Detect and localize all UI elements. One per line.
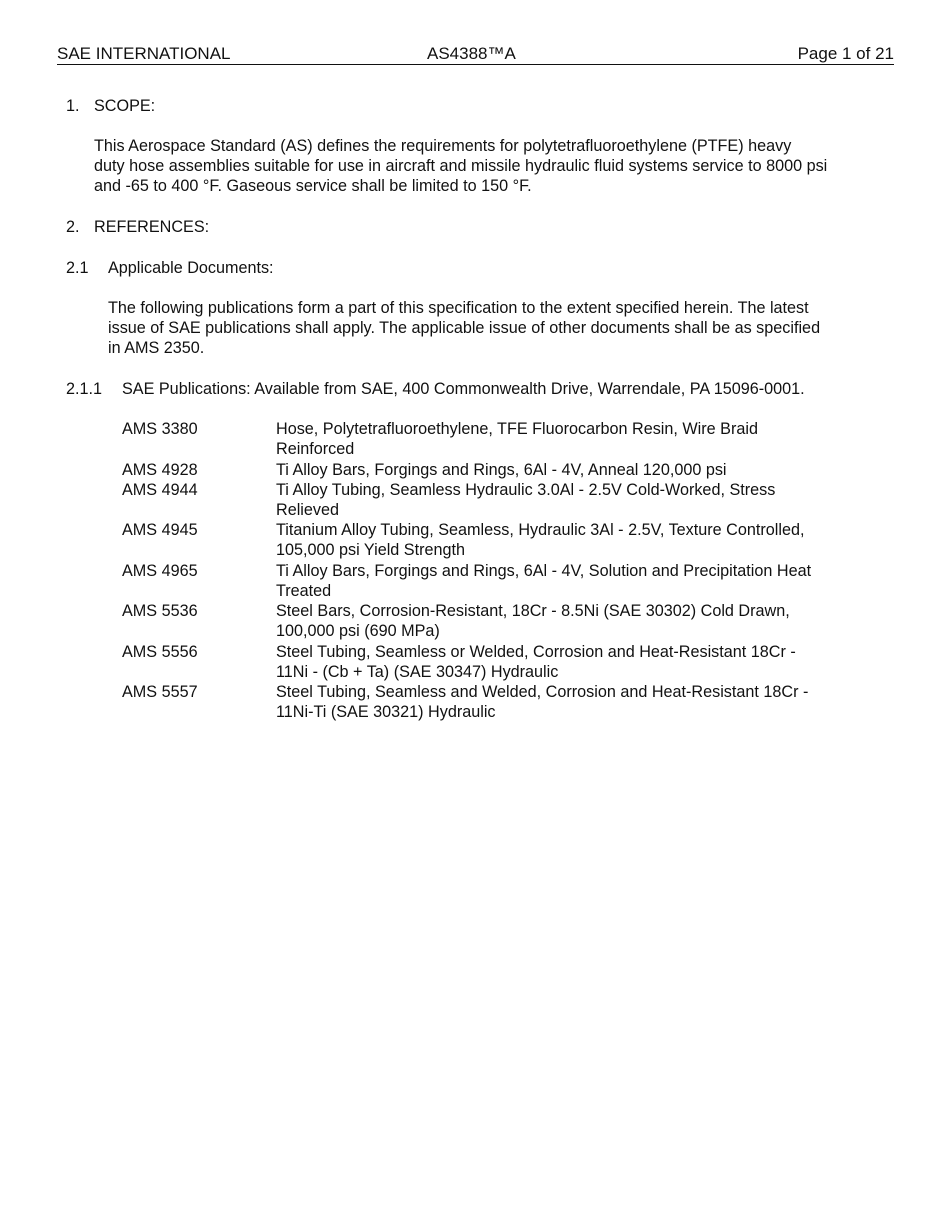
- reference-code: AMS 3380: [122, 420, 198, 438]
- header-organization: SAE INTERNATIONAL: [57, 44, 231, 63]
- reference-description: Hose, Polytetrafluoroethylene, TFE Fluorocarbon Resin, Wire Braid Reinforced: [276, 420, 758, 458]
- reference-description: Steel Tubing, Seamless or Welded, Corrosion and Heat-Resistant 18Cr - 11Ni - (Cb + Ta) (SAE 30347) Hydraulic: [276, 643, 796, 681]
- section-2-1-body: The following publications form a part of this specification to the extent specified herein. The latest issue of SAE publications shall apply. The applicable issue of other documents shall be as specified in AMS 2350.: [108, 299, 821, 357]
- reference-description: Ti Alloy Tubing, Seamless Hydraulic 3.0Al - 2.5V Cold-Worked, Stress Relieved: [276, 481, 776, 519]
- header-page-number: Page 1 of 21: [797, 44, 894, 63]
- header-document-id: AS4388™A: [427, 44, 516, 63]
- section-2-1-title: Applicable Documents:: [108, 259, 274, 277]
- page-header: [57, 44, 894, 65]
- reference-description: Steel Bars, Corrosion-Resistant, 18Cr - 8.5Ni (SAE 30302) Cold Drawn, 100,000 psi (690 MPa): [276, 602, 790, 640]
- section-1-body: This Aerospace Standard (AS) defines the requirements for polytetrafluoroethylene (PTFE) heavy duty hose assemblies suitable for use in aircraft and missile hydraulic fluid systems service to 8000 psi and -65 to 400 °F. Gaseous service shall be limited to 150 °F.: [94, 137, 828, 195]
- reference-description: Ti Alloy Bars, Forgings and Rings, 6Al - 4V, Anneal 120,000 psi: [276, 461, 727, 479]
- section-2-1-1-number: 2.1.1: [66, 380, 103, 398]
- reference-code: AMS 5556: [122, 643, 198, 661]
- reference-description: Steel Tubing, Seamless and Welded, Corrosion and Heat-Resistant 18Cr - 11Ni-Ti (SAE 30321) Hydraulic: [276, 683, 809, 721]
- section-2-number: 2.: [66, 218, 80, 236]
- reference-description: Titanium Alloy Tubing, Seamless, Hydraulic 3Al - 2.5V, Texture Controlled, 105,000 psi Yield Strength: [276, 521, 805, 559]
- reference-code: AMS 5557: [122, 683, 198, 701]
- section-1-number: 1.: [66, 97, 80, 115]
- reference-code: AMS 4944: [122, 481, 198, 499]
- reference-code: AMS 4945: [122, 521, 198, 539]
- reference-code: AMS 5536: [122, 602, 198, 620]
- reference-code: AMS 4965: [122, 562, 198, 580]
- reference-code: AMS 4928: [122, 461, 198, 479]
- reference-description: Ti Alloy Bars, Forgings and Rings, 6Al - 4V, Solution and Precipitation Heat Treated: [276, 562, 812, 600]
- section-2-1-number: 2.1: [66, 259, 89, 277]
- section-2-title: REFERENCES:: [94, 218, 210, 236]
- section-1-title: SCOPE:: [94, 97, 156, 115]
- section-2-1-1-title: SAE Publications: Available from SAE, 400 Commonwealth Drive, Warrendale, PA 15096-0001.: [122, 380, 805, 398]
